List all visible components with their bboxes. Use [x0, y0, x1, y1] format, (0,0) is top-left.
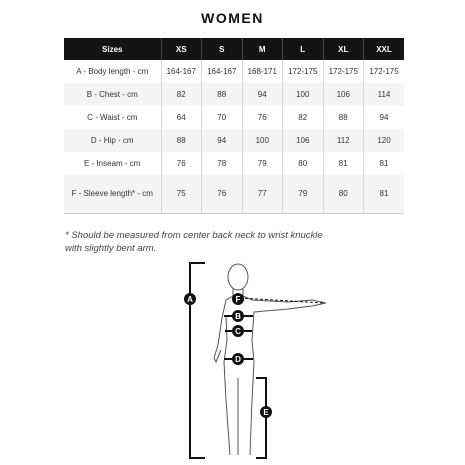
table-cell: 120: [364, 129, 405, 152]
table-cell: 82: [161, 83, 202, 106]
table-cell: 100: [283, 83, 324, 106]
note-line: * Should be measured from center back neck to wrist knuckle: [65, 230, 323, 241]
guide-a-line: [190, 263, 205, 458]
header-cell: XL: [323, 38, 364, 60]
chart-title: WOMEN: [201, 10, 264, 26]
torso-left-outline: [214, 296, 233, 455]
table-cell: 94: [242, 83, 283, 106]
row-label: E - Inseam - cm: [64, 152, 161, 175]
table-cell: 106: [283, 129, 324, 152]
table-cell: 164-167: [202, 60, 243, 83]
table-cell: 76: [242, 106, 283, 129]
table-cell: 94: [364, 106, 405, 129]
note-line: with slightly bent arm.: [65, 243, 157, 254]
head-outline: [228, 264, 248, 290]
table-cell: 164-167: [161, 60, 202, 83]
table-row: [64, 129, 404, 152]
marker-b-label: B: [235, 312, 241, 321]
table-cell: 81: [364, 175, 405, 213]
marker-b: [232, 310, 244, 322]
table-cell: 112: [323, 129, 364, 152]
table-cell: 172-175: [283, 60, 324, 83]
table-cell: 76: [202, 175, 243, 213]
row-label: A - Body length - cm: [64, 60, 161, 83]
table-cell: 172-175: [323, 60, 364, 83]
marker-e: [260, 406, 272, 418]
guide-e-line: [256, 378, 266, 458]
size-chart-table: [64, 38, 404, 214]
table-row: [64, 152, 404, 175]
row-label: B - Chest - cm: [64, 83, 161, 106]
marker-c: [232, 325, 244, 337]
body-measurement-figure: [0, 252, 465, 465]
table-cell: 168-171: [242, 60, 283, 83]
table-cell: 81: [323, 152, 364, 175]
header-cell: M: [242, 38, 283, 60]
table-row: [64, 106, 404, 129]
row-label: D - Hip - cm: [64, 129, 161, 152]
marker-d-label: D: [235, 355, 241, 364]
table-cell: 82: [283, 106, 324, 129]
table-cell: 114: [364, 83, 405, 106]
table-cell: 64: [161, 106, 202, 129]
table-row: [64, 83, 404, 106]
table-cell: 80: [283, 152, 324, 175]
table-cell: 79: [242, 152, 283, 175]
table-cell: 76: [161, 152, 202, 175]
marker-a-label: A: [187, 295, 193, 304]
table-cell: 88: [323, 106, 364, 129]
table-cell: 88: [202, 83, 243, 106]
marker-e-label: E: [263, 408, 269, 417]
table-cell: 88: [161, 129, 202, 152]
header-cell: S: [202, 38, 243, 60]
marker-a: [184, 293, 196, 305]
table-cell: 80: [323, 175, 364, 213]
header-cell: Sizes: [64, 38, 161, 60]
marker-d: [232, 353, 244, 365]
marker-f: [232, 293, 244, 305]
table-row: [64, 60, 404, 83]
header-cell: XXL: [364, 38, 405, 60]
header-cell: L: [283, 38, 324, 60]
table-cell: 70: [202, 106, 243, 129]
table-cell: 77: [242, 175, 283, 213]
marker-c-label: C: [235, 327, 241, 336]
row-label: C - Waist - cm: [64, 106, 161, 129]
table-cell: 79: [283, 175, 324, 213]
table-cell: 172-175: [364, 60, 405, 83]
table-cell: 100: [242, 129, 283, 152]
table-cell: 78: [202, 152, 243, 175]
table-cell: 106: [323, 83, 364, 106]
header-cell: XS: [161, 38, 202, 60]
torso-right-outline: [243, 296, 326, 455]
table-cell: 94: [202, 129, 243, 152]
table-header-row: [64, 38, 404, 60]
row-label: F - Sleeve length* - cm: [64, 175, 161, 213]
marker-f-label: F: [235, 295, 241, 304]
table-cell: 81: [364, 152, 405, 175]
table-row: [64, 175, 404, 213]
table-cell: 75: [161, 175, 202, 213]
